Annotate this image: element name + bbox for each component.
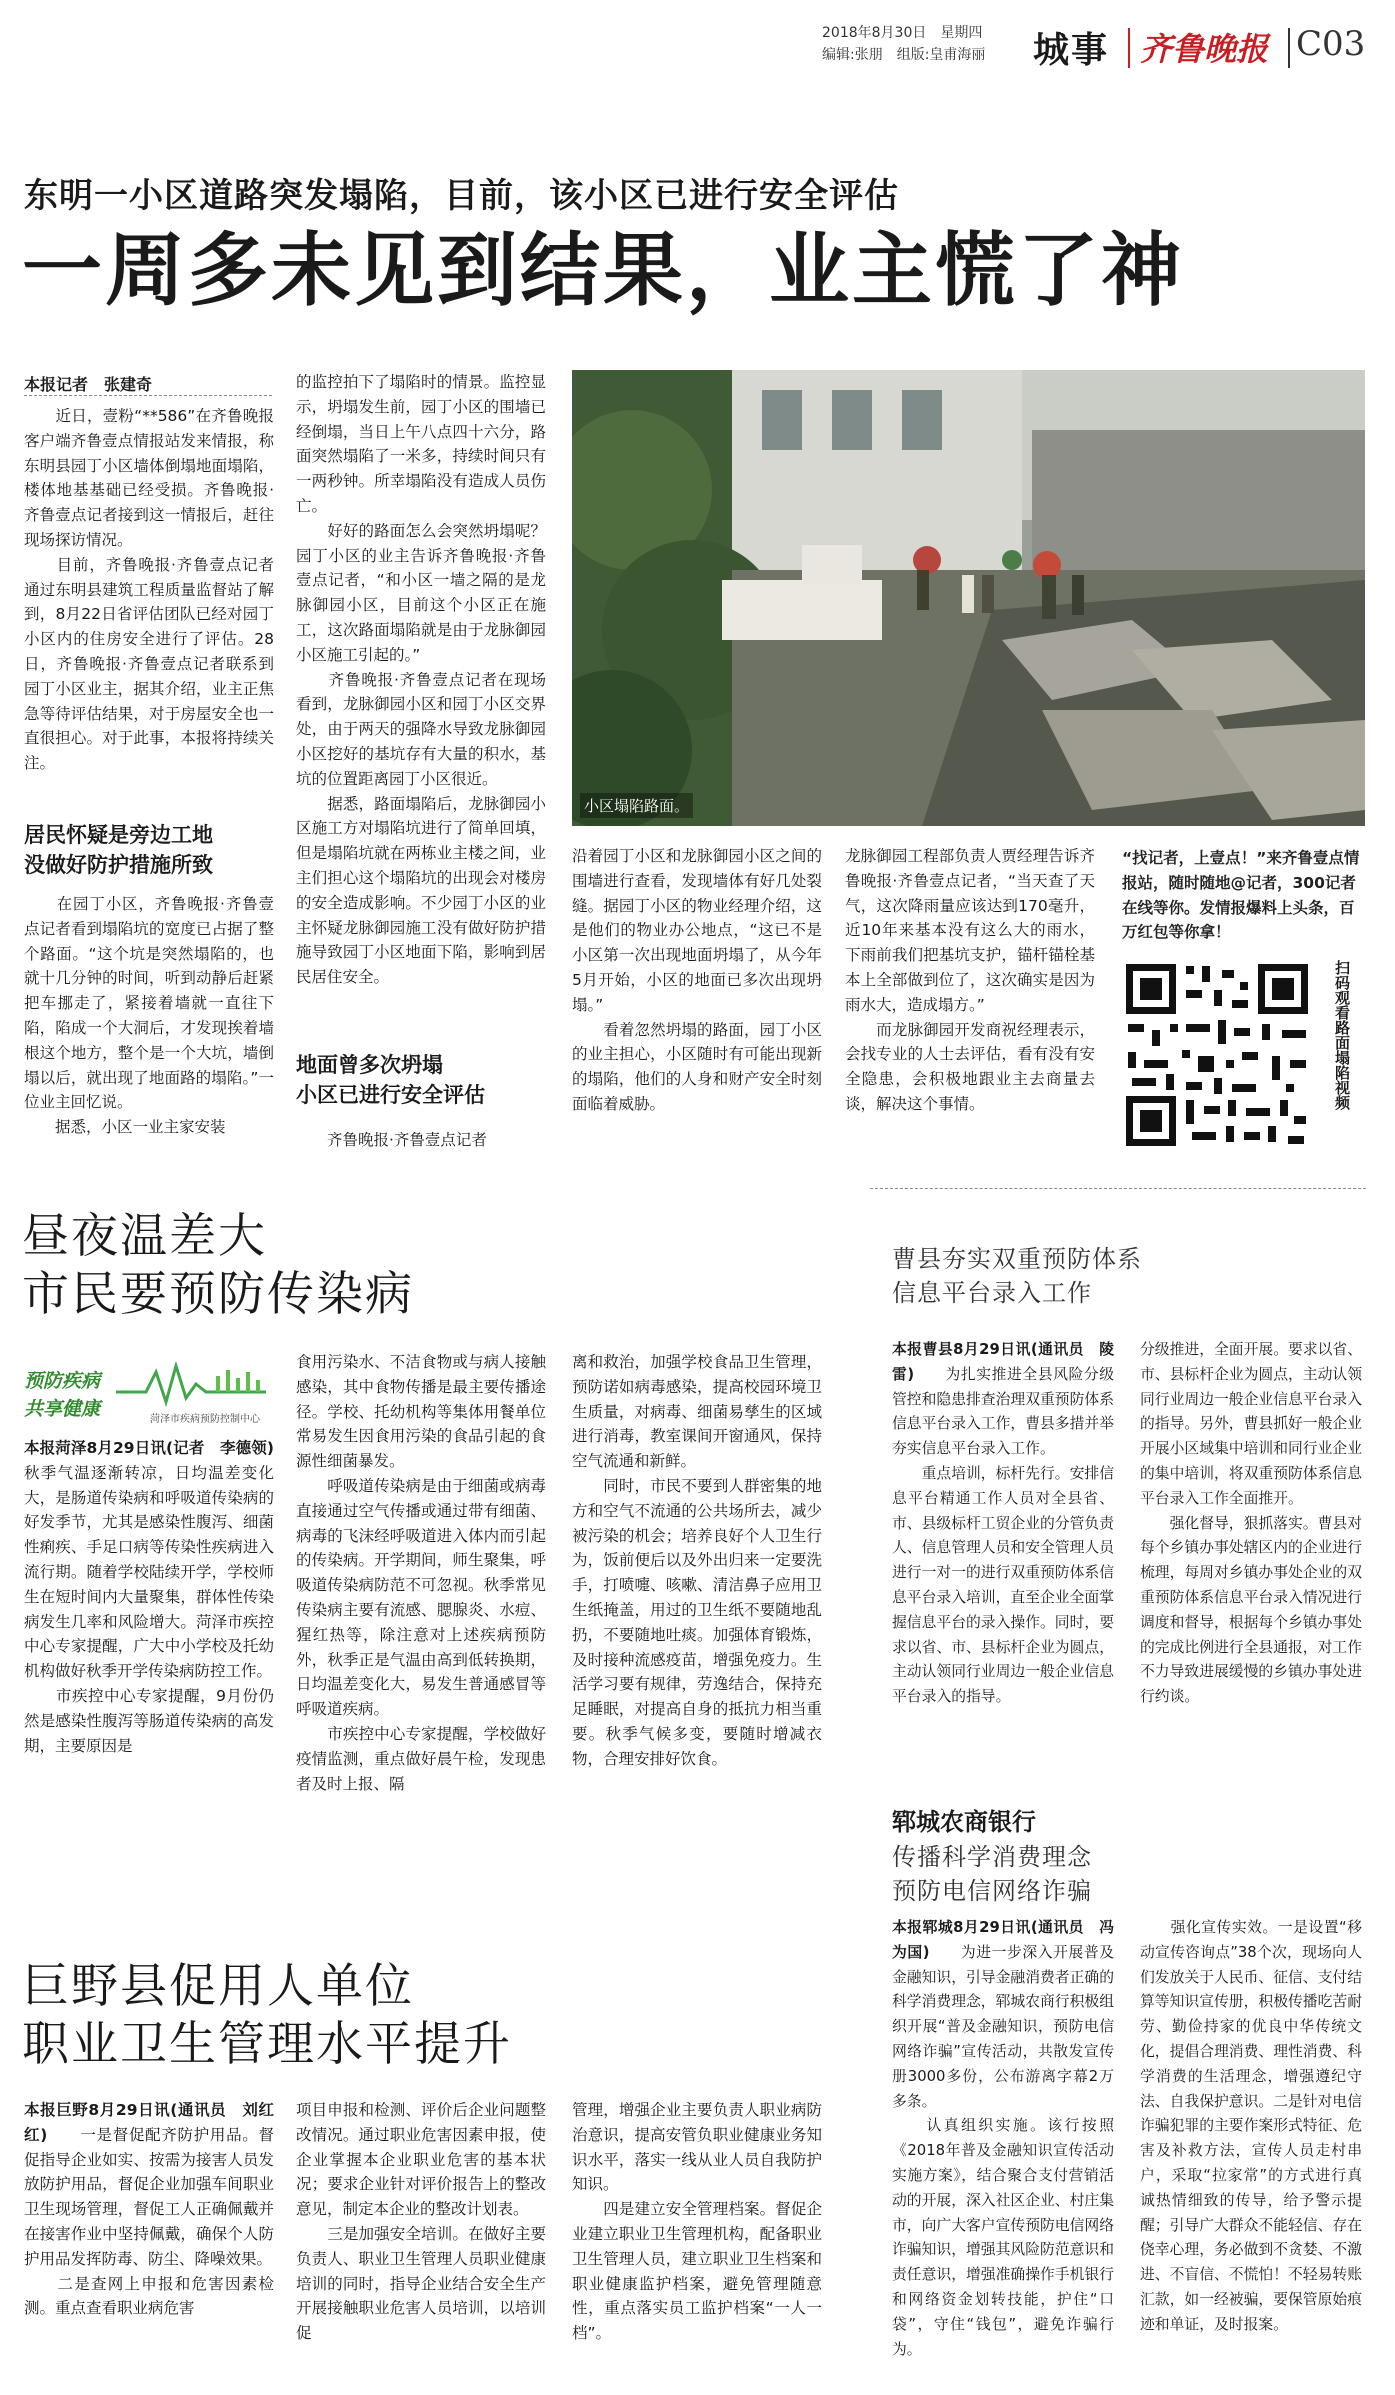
caoxian-byline: 本报曹县8月29日讯(通讯员 陵雷) — [892, 1341, 1114, 1383]
masthead — [0, 0, 1395, 80]
lead-column-3: 沿着园丁小区和龙脉御园小区之间的围墙进行查看，发现墙体有好几处裂缝。据园丁小区的物业经理介绍，这是他们的物业办公地点，“这已不是小区第一次出现地面坍塌了，从今年5月开始，小区的地面已多次出现坍塌。” 看着忽然坍塌的路面，园丁小区的业主担心，小区随时有可能出现新的塌陷，他们的人身和财产安全时刻面临着威胁。 — [572, 847, 822, 1113]
lead-subhead-2: 地面曾多次坍塌 小区已进行安全评估 — [296, 1052, 485, 1107]
section-name: 城事 — [1033, 29, 1110, 71]
juye-column-3: 管理，增强企业主要负责人职业病防治意识，提高安管负职业健康业务知识水平，落实一线从业人员自我防护知识。 四是建立安全管理档案。督促企业建立职业卫生管理机构，配备职业卫生管理人员，建立职业卫生档案和职业健康监护档案，避免管理随意性，重点落实员工监护档案“一人一档”。 — [572, 2101, 822, 2343]
juye-headline: 巨野县促用人单位 职业卫生管理水平提升 — [22, 1959, 512, 2072]
lead-column-1: 近日，壹粉“**586”在齐鲁晚报客户端齐鲁壹点情报站发来情报，称东明县园丁小区墙体倒塌地面塌陷，楼体地基基础已经受损。齐鲁晚报·齐鲁壹点记者接到这一情报后，赶往现场探访情况。 目前，齐鲁晚报·齐鲁壹点记者通过东明县建筑工程质量监督站了解到，8月22日省评估团队已经对园丁小区内的住房安全进行了评估。28日，齐鲁晚报·齐鲁壹点记者联系到园丁小区业主，据其介绍，业主正焦急等待评估结果，对于房屋安全也一直很担心。对于此事，本报将持续关注。 — [24, 407, 274, 773]
juye-column-1 — [24, 2098, 274, 2378]
epidemic-byline: 本报菏泽8月29日讯(记者 李德领) — [24, 1439, 274, 1457]
juancheng-column-1 — [892, 1916, 1114, 2386]
editor-credits: 编辑:张朋 组版:皇甫海丽 — [822, 47, 986, 63]
caoxian-col1-text: 为扎实推进全县风险分级管控和隐患排查治理双重预防体系信息平台录入工作，曹县多措并举夯实信息平台录入工作。 重点培训，标杆先行。安排信息平台精通工作人员对全县省、市、县级标杆工贸企业的分管负责人、信息管理人员和安全管理人员进行一对一的进行双重预防体系信息平台录入培训，直至企业全面掌握信息平台的录入操作。同时，要求以省、市、县标杆企业为圆点，主动认领同行业周边一般企业信息平台录入的指导。 — [892, 1365, 1114, 1706]
photo-caption: 小区塌陷路面。 — [580, 793, 693, 818]
lead-column-2b: 齐鲁晚报·齐鲁壹点记者 — [296, 1131, 487, 1149]
juancheng-col1-text: 为进一步深入开展普及金融知识，引导金融消费者正确的科学消费理念，郓城农商行积极组织开展“普及金融知识，预防电信网络诈骗”宣传活动，共散发宣传册3000多份，公布游离字幕2万多条。 认真组织实施。该行按照《2018年普及金融知识宣传活动实施方案》，结合聚合支付营销活动的开展，深入社区企业、村庄集市，向广大客户宣传预防电信网络诈骗知识，增强其风险防范意识和责任意识，增强准确操作手机银行和网络资金划转技能，护住“口袋”，守住“钱包”，避免诈骗行为。 — [892, 1943, 1114, 2358]
qr-caption: 扫码观看路面塌陷视频 — [1333, 960, 1351, 1110]
epidemic-column-3: 离和救治，加强学校食品卫生管理，预防诺如病毒感染，提高校园环境卫生质量，对病毒、细菌易孳生的区域进行消毒，教室课间开窗通风，保持空气流通和新鲜。 同时，市民不要到人群密集的地方和空气不流通的公共场所去，减少被污染的机会；培养良好个人卫生行为，饭前便后以及外出归来一定要洗手，打喷嚏、咳嗽、清洁鼻子应用卫生纸掩盖，用过的卫生纸不要随地乱扔，不要随地吐痰。加强体育锻炼，及时接种流感疫苗，增强免疫力。生活学习要有规律，劳逸结合，保持充足睡眠，对提高自身的抵抗力相当重要。秋季气候多变，要随时增减衣物，合理安排好饮食。 — [572, 1353, 822, 1768]
qr-code-icon — [1122, 960, 1312, 1150]
masthead-divider — [1128, 28, 1130, 68]
juye-byline: 本报巨野8月29日讯(通讯员 刘红红) — [24, 2101, 274, 2144]
epidemic-col1-text: 秋季气温逐渐转凉，日均温差变化大，是肠道传染病和呼吸道传染病的好发季节，尤其是感染性腹泻、细菌性痢疾、手足口病等传染性疾病进入流行期。随着学校陆续开学，学校师生在短时间内大量聚集，群体性传染病发生几率和风险增大。菏泽市疾控中心专家提醒，广大中小学校及托幼机构做好秋季开学传染病防控工作。 市疾控中心专家提醒，9月份仍然是感染性腹泻等肠道传染病的高发期，主要原因是 — [24, 1463, 274, 1755]
logo-line-2: 共享健康 — [24, 1398, 101, 1420]
caoxian-column-2: 分级推进，全面开展。要求以省、市、县标杆企业为圆点，主动认领同行业周边一般企业信息平台录入的指导。另外，曹县抓好一般企业开展小区域集中培训和同行业企业的集中培训，将双重预防体系信息平台录入工作全面推开。 强化督导，狠抓落实。曹县对每个乡镇办事处辖区内的企业进行梳理，每周对乡镇办事处企业的双重预防体系信息平台录入情况进行调度和督导，根据每个乡镇办事处的完成比例进行全县通报，对工作不力导致进展缓慢的乡镇办事处进行约谈。 — [1140, 1341, 1362, 1706]
heartbeat-icon — [116, 1362, 266, 1408]
lead-headline: 一周多未见到结果，业主慌了神 — [22, 223, 1184, 317]
juye-column-2: 项目申报和检测、评价后企业问题整改情况。通过职业危害因素申报，使企业掌握本企业职业危害的基本状况；要求企业针对评价报告上的整改意见，制定本企业的整改计划表。 三是加强安全培训。在做好主要负责人、职业卫生管理人员职业健康培训的同时，指导企业结合安全生产开展接触职业危害人员培训，以培训促 — [296, 2101, 546, 2343]
juancheng-byline: 本报郓城8月29日讯(通讯员 冯为国) — [892, 1919, 1114, 1961]
lead-column-4: 龙脉御园工程部负责人贾经理告诉齐鲁晚报·齐鲁壹点记者，“当天查了天气，这次降雨量应该达到170毫升，近10年来基本没有这么大的雨水，下雨前我们把基坑支护，锚杆锚栓基本上全部做到位了，这次确实是因为雨水大，造成塌方。” 而龙脉御园开发商祝经理表示，会找专业的人士去评估，看有没有安全隐患，会积极地跟业主去商量去谈，解决这个事情。 — [845, 847, 1095, 1113]
byline-rule — [24, 395, 272, 396]
caoxian-column-1 — [892, 1338, 1114, 1788]
juancheng-kicker: 郓城农商银行 — [892, 1807, 1036, 1836]
lead-subhead-1: 居民怀疑是旁边工地 没做好防护措施所致 — [24, 822, 213, 877]
section-divider — [870, 1188, 1366, 1189]
lead-byline: 本报记者 张建奇 — [24, 375, 153, 394]
juye-col1-text: 一是督促配齐防护用品。督促指导企业如实、按需为接害人员发放防护用品，督促企业加强车间职业卫生现场管理，督促工人正确佩戴并在接害作业中坚持佩戴，确保个人防护用品发挥防毒、防尘、降噪效果。 二是查网上申报和危害因素检测。重点查看职业病危害 — [24, 2125, 274, 2318]
health-logo — [20, 1362, 270, 1426]
lead-column-1b: 在园丁小区，齐鲁晚报·齐鲁壹点记者看到塌陷坑的宽度已占据了整个路面。“这个坑是突然塌陷的，也就十几分钟的时间，听到动静后赶紧把车挪走了，紧接着墙就一直往下陷，陷成一个大洞后，才发现挨着墙根这个地方，整个是一个大坑，墙倒塌以后，就出现了地面路的塌陷。”一位业主回忆说。 据悉，小区一业主家安装 — [24, 895, 274, 1137]
reporter-promo: “找记者，上壹点！”来齐鲁壹点情报站，随时随地@记者，300记者在线等你。发情报爆料上头条，百万红包等你拿！ — [1122, 849, 1360, 942]
logo-line-1: 预防疾病 — [24, 1370, 101, 1392]
juancheng-column-2: 强化宣传实效。一是设置“移动宣传咨询点”38个次，现场向人们发放关于人民币、征信、支付结算等知识宣传册，积极传播吃苦耐劳、勤俭持家的优良中华传统文化，提倡合理消费、理性消费、科学消费的生活理念，增强遵纪守法、自我保护意识。二是针对电信诈骗犯罪的主要作案形式特征、危害及补救方法，宣传人员走村串户，采取“拉家常”的方式进行真诚热情细致的传导，给予警示提醒；引导广大群众不能轻信、存在侥幸心理，务必做到不贪婪、不激进、不盲信、不慌怕！不轻易转账汇款，如一经被骗，要保管原始痕迹和单证，及时报案。 — [1140, 1919, 1362, 2333]
collapse-photo — [572, 370, 1365, 826]
issue-date: 2018年8月30日 星期四 — [822, 25, 983, 41]
lead-column-2: 的监控拍下了塌陷时的情景。监控显示，坍塌发生前，园丁小区的围墙已经倒塌，当日上午八点四十六分，路面突然塌陷了一米多，持续时间只有一两秒钟。所幸塌陷没有造成人员伤亡。 好好的路面怎么会突然坍塌呢？园丁小区的业主告诉齐鲁晚报·齐鲁壹点记者，“和小区一墙之隔的是龙脉御园小区，目前这个小区正在施工，这次路面塌陷就是由于龙脉御园小区施工引起的。” 齐鲁晚报·齐鲁壹点记者在现场看到，龙脉御园小区和园丁小区交界处，由于两天的强降水导致龙脉御园小区挖好的基坑存有大量的积水，基坑的位置距离园丁小区很近。 据悉，路面塌陷后，龙脉御园小区施工方对塌陷坑进行了简单回填，但是塌陷坑就在两栋业主楼之间，业主们担心这个塌陷坑的出现会对楼房的安全造成影响。不少园丁小区的业主怀疑龙脉御园施工没有做好防护措施导致园丁小区地面下陷，影响到居民居住安全。 — [296, 373, 546, 987]
page-number: C03 — [1296, 24, 1366, 64]
masthead-divider — [1288, 28, 1290, 68]
epidemic-headline: 昼夜温差大 市民要预防传染病 — [22, 1209, 414, 1322]
epidemic-column-1 — [24, 1436, 274, 2022]
juancheng-headline: 传播科学消费理念 预防电信网络诈骗 — [892, 1843, 1092, 1905]
newspaper-logo: 齐鲁晚报 — [1140, 30, 1269, 68]
logo-org: 菏泽市疾病预防控制中心 — [150, 1414, 260, 1425]
qr-code[interactable] — [1122, 960, 1312, 1150]
caoxian-headline: 曹县夯实双重预防体系 信息平台录入工作 — [892, 1245, 1142, 1307]
photo-illustration — [572, 370, 1365, 826]
epidemic-column-2: 食用污染水、不洁食物或与病人接触感染，其中食物传播是最主要传播途径。学校、托幼机构等集体用餐单位常易发生因食用污染的食品引起的食源性细菌暴发。 呼吸道传染病是由于细菌或病毒直接通过空气传播或通过带有细菌、病毒的飞沫经呼吸道进入体内而引起的传染病。开学期间，师生聚集，呼吸道传染病防范不可忽视。秋季常见传染病主要有流感、腮腺炎、水痘、猩红热等，除注意对上述疾病预防外，秋季正是气温由高到低转换期，日均温差变化大，易发生普通感冒等呼吸道疾病。 市疾控中心专家提醒，学校做好疫情监测，重点做好晨午检，发现患者及时上报、隔 — [296, 1353, 546, 1793]
lead-kicker: 东明一小区道路突发塌陷，目前，该小区已进行安全评估 — [24, 176, 899, 216]
